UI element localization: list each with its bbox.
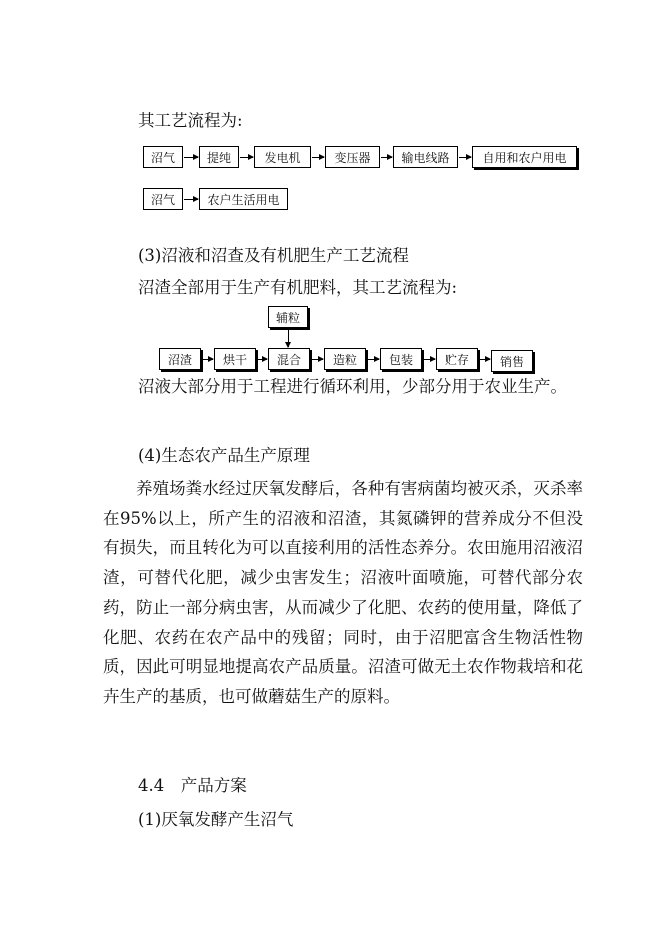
flow2-arrow bbox=[258, 359, 267, 360]
flow2-box-mixing: 混合 bbox=[268, 348, 310, 370]
flow1-box-biogas: 沼气 bbox=[143, 146, 183, 168]
flow2-box-drying: 烘干 bbox=[214, 348, 256, 370]
flow1-arrow bbox=[459, 157, 471, 158]
flow1-box-biogas-2: 沼气 bbox=[143, 188, 183, 210]
heading-3: (3)沼液和沼查及有机肥生产工艺流程 bbox=[138, 246, 409, 265]
paragraph-principle: 养殖场粪水经过厌氧发酵后，各种有害病菌均被灭杀，灭杀率在95%以上，所产生的沼液和沼渣，其氮磷钾的营养成分不但没有损失，而且转化为可以直接利用的活性态养分。农田施用沼液沼渣，可替代化肥，减少虫害发生；沼液叶面喷施，可替代部分农药，防止一部分病虫害，从而减少了化肥、农药的使用量，降低了化肥、农药在农产品中的残留；同时，由于沼肥富含生物活性物质，因此可明显地提高农产品质量。沼渣可做无土农作物栽培和花卉生产的基质，也可做蘑菇生产的原料。 bbox=[103, 479, 583, 706]
flow2-down-arrow bbox=[288, 329, 289, 347]
flow2-box-storage: 贮存 bbox=[436, 348, 478, 370]
flow1-box-transmission: 输电线路 bbox=[393, 146, 458, 168]
flow1-box-household-power: 农户生活用电 bbox=[199, 188, 288, 210]
flow1-box-generator: 发电机 bbox=[254, 146, 311, 168]
flow1-box-purify: 提纯 bbox=[199, 146, 239, 168]
flow1-arrow bbox=[184, 157, 198, 158]
flow2-arrow bbox=[203, 359, 213, 360]
flow1-arrow bbox=[240, 157, 253, 158]
flow2-box-sales: 销售 bbox=[491, 350, 533, 372]
flow2-arrow bbox=[424, 359, 435, 360]
flow2-arrow bbox=[312, 359, 323, 360]
liquid-use-line: 沼液大部分用于工程进行循环利用，少部分用于农业生产。 bbox=[138, 377, 567, 396]
flow2-box-granulation: 造粒 bbox=[324, 348, 366, 370]
flow2-arrow bbox=[480, 359, 490, 360]
flow2-box-packaging: 包装 bbox=[380, 348, 422, 370]
flow1-arrow bbox=[312, 157, 324, 158]
heading-1: (1)厌氧发酵产生沼气 bbox=[138, 810, 294, 829]
flow2-box-auxiliary: 辅粒 bbox=[268, 306, 308, 328]
flow1-arrow bbox=[184, 199, 198, 200]
flow1-arrow bbox=[381, 157, 392, 158]
flow2-arrow bbox=[368, 359, 379, 360]
heading-4: (4)生态农产品生产原理 bbox=[138, 446, 310, 465]
flow1-box-power-use: 自用和农户用电 bbox=[472, 146, 577, 168]
flow1-box-transformer: 变压器 bbox=[325, 146, 380, 168]
flow2-intro: 沼渣全部用于生产有机肥料，其工艺流程为: bbox=[138, 278, 458, 297]
section-4-4: 4.4 产品方案 bbox=[138, 776, 247, 795]
flow2-box-residue: 沼渣 bbox=[159, 348, 201, 370]
flow1-intro: 其工艺流程为: bbox=[138, 111, 243, 130]
